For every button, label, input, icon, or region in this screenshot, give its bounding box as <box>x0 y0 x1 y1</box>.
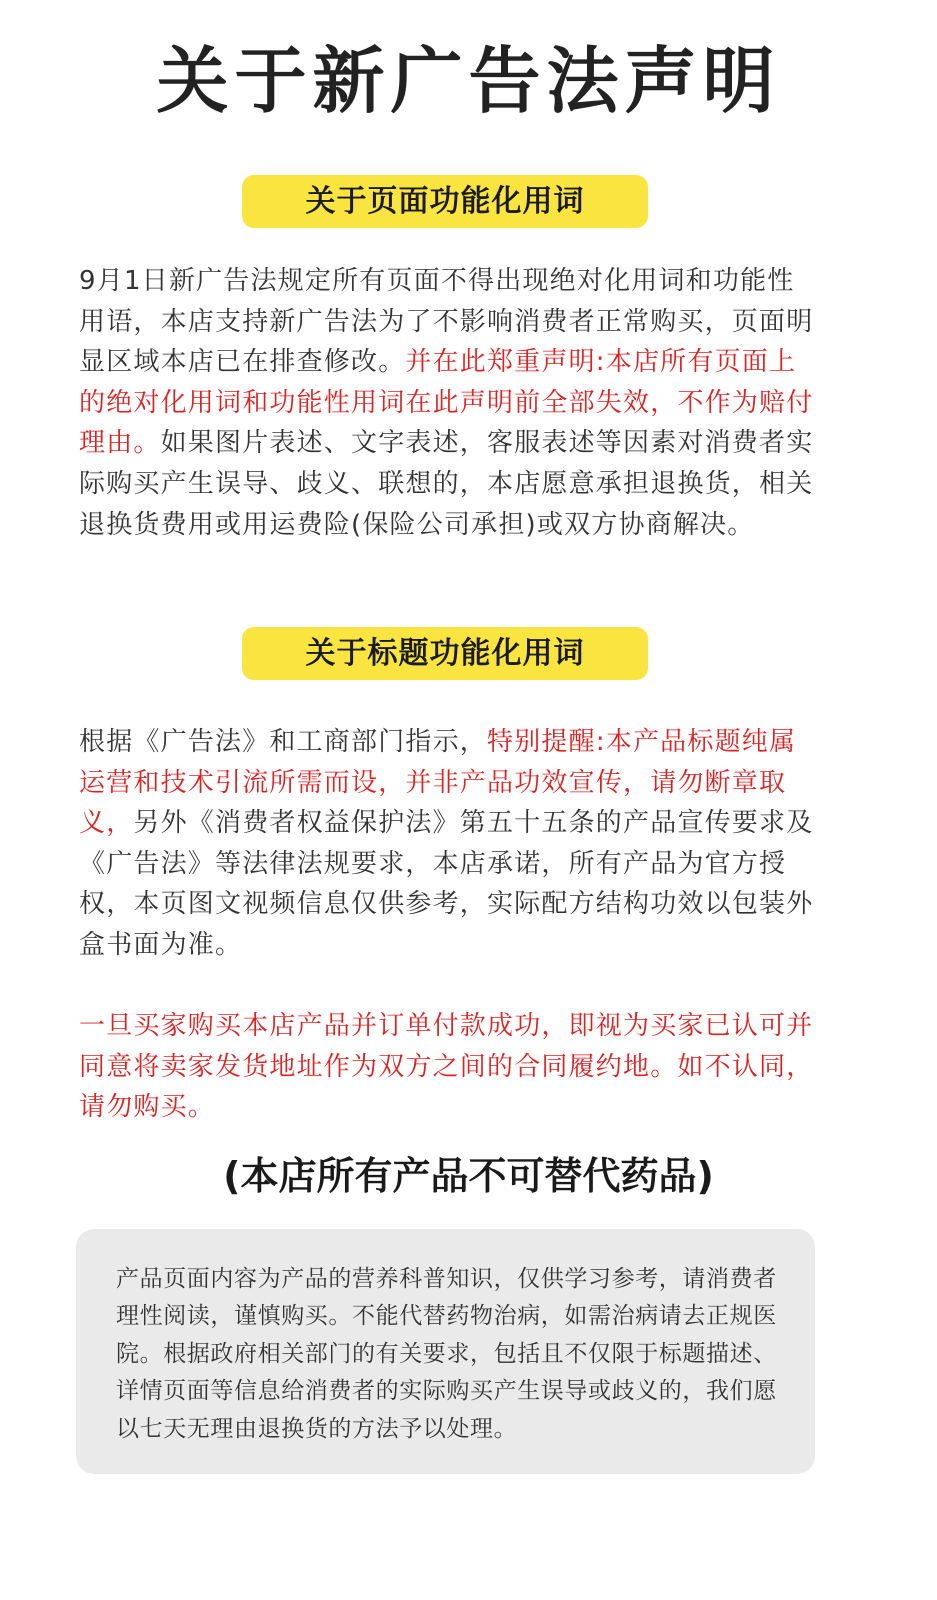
section-heading-page-wording: 关于页面功能化用词 <box>242 175 648 228</box>
section-page-wording-paragraph <box>79 261 819 545</box>
no-medicine-subtitle: (本店所有产品不可替代药品) <box>223 1154 714 1198</box>
section-heading-title-wording: 关于标题功能化用词 <box>242 627 648 680</box>
section-page-wording-text-intro: 9月1日新广告法规定所有页面不得出现绝对化用词和功能性用语，本店支持新广告法为了不影响消费者正常购买，页面明显区域本店已在排查修改。 <box>79 266 814 378</box>
disclaimer-text: 产品页面内容为产品的营养科普知识，仅供学习参考，请消费者理性阅读，谨慎购买。不能代替药物治病，如需治病请去正规医院。根据政府相关部门的有关要求，包括且不仅限于标题描述、详情页面等信息给消费者的实际购买产生误导或歧义的，我们愿以七天无理由退换货的方法予以处理。 <box>116 1266 777 1442</box>
section-page-wording-text-warning: 并在此郑重声明:本店所有页面上的绝对化用词和功能性用词在此声明前全部失效，不作为赔付理由。 <box>79 347 814 459</box>
section-page-wording-text-remedy: 如果图片表述、文字表述，客服表述等因素对消费者实际购买产生误导、歧义、联想的，本店愿意承担退换货，相关退换货费用或用运费险(保险公司承担)或双方协商解决。 <box>79 428 814 540</box>
contract-notice: 一旦买家购买本店产品并订单付款成功，即视为买家已认可并同意将卖家发货地址作为双方之间的合同履约地。如不认同，请勿购买。 <box>79 1011 814 1123</box>
section-title-wording-text-intro: 根据《广告法》和工商部门指示， <box>79 727 488 757</box>
page-title: 关于新广告法声明 <box>156 39 781 123</box>
section-title-wording-text-commitment: 另外《消费者权益保护法》第五十五条的产品宣传要求及《广告法》等法律法规要求，本店承诺，所有产品为官方授权，本页图文视频信息仅供参考，实际配方结构功效以包装外盒书面为准。 <box>79 808 814 960</box>
disclaimer-box <box>76 1229 815 1474</box>
section-title-wording-text-warning: 特别提醒:本产品标题纯属运营和技术引流所需而设，并非产品功效宣传，请勿断章取义， <box>79 727 797 839</box>
section-title-wording-paragraph <box>79 722 819 966</box>
